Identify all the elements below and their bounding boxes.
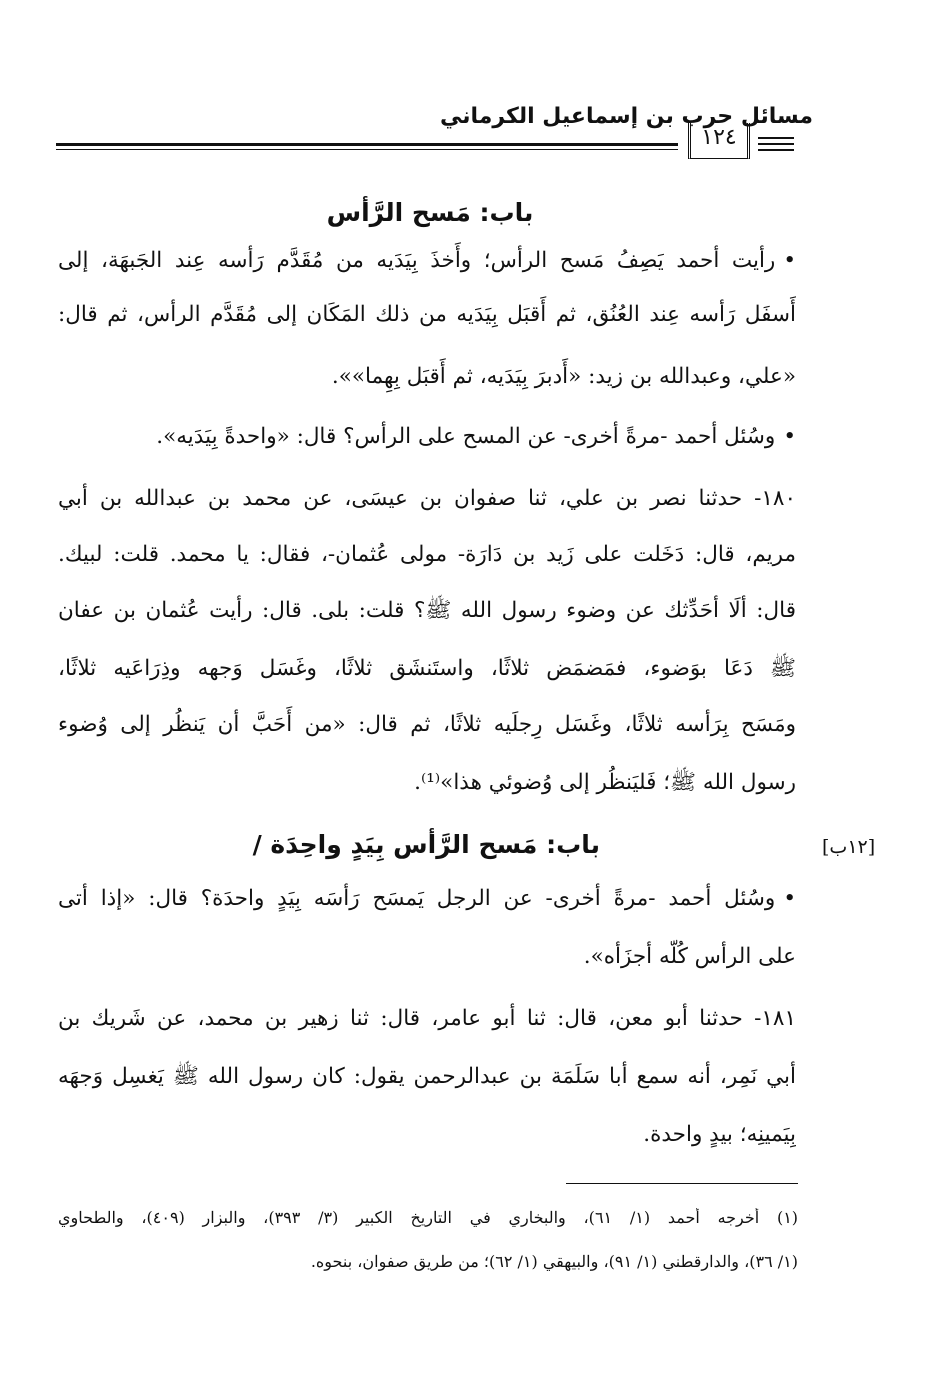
footnote-separator xyxy=(566,1183,798,1184)
text-line: على الرأس كُلّه أجزَأه». xyxy=(583,944,796,969)
bullet: • xyxy=(783,886,796,911)
section-heading-head-wiping: باب: مَسح الرَّأس xyxy=(326,198,534,227)
text-line: مريم، قال: دَخَلت على زَيد بن دَارَة- مولى عُثمان-، فقال: يا محمد. قلت: لبيك. xyxy=(58,542,796,567)
text-line: •رأيت أحمد يَصِفُ مَسح الرأس؛ وأَخذَ بِيَدَيه من مُقَدَّم رَأسه عِند الجَبهَة، إلى xyxy=(58,238,796,283)
manuscript-folio-note: [١٢ب] xyxy=(822,836,876,858)
text-line: قال: ألَا أحَدِّثك عن وضوء رسول الله ﷺ؟ قلت: بلى. قال: رأيت عُثمان بن عفان xyxy=(58,598,796,623)
bullet: • xyxy=(783,248,796,273)
text-line: أبي نَمِر، أنه سمع أبا سَلَمَة بن عبدالرحمن يقول: كان رسول الله ﷺ يَغسِل وَجهَه xyxy=(58,1064,796,1089)
footnote-line: (١/ ٣٦)، والدارقطني (١/ ٩١)، والبيهقي (١/ ٦٢)؛ من طريق صفوان، بنحوه. xyxy=(310,1252,798,1271)
text-line: رسول الله ﷺ؛ فَليَنظُر إلى وُضوئي هذا»⁽¹⁾. xyxy=(414,770,796,795)
text-line: ومَسَح بِرَأسه ثلاثًا، وغَسَل رِجلَيه ثلاثًا، ثم قال: «من أَحَبَّ أن يَنظُر إلى وُضوء xyxy=(58,712,796,737)
text-line: بِيَمينِه؛ بيدٍ واحدة. xyxy=(643,1122,796,1147)
bullet: • xyxy=(783,424,796,449)
page-number: ١٢٤ xyxy=(688,123,750,159)
text-line: «علي، وعبدالله بن زيد: «أَدبرَ بِيَدَيه، ثم أَقبَل بِهِما»». xyxy=(331,364,796,389)
text-line: ١٨٠- حدثنا نصر بن علي، ثنا صفوان بن عيسَى، عن محمد بن عبدالله بن أبي xyxy=(58,486,796,511)
text-line: ﷺ دَعَا بوَضوء، فمَضمَض ثلاثًا، واستَنشَق ثلاثًا، وغَسَل وَجهه وذِرَاعَيه ثلاثًا، xyxy=(58,656,796,681)
section-heading-one-hand: باب: مَسح الرَّأس بِيَدٍ واحِدَة / xyxy=(252,830,600,859)
running-title: مسائل حرب بن إسماعيل الكرماني xyxy=(439,104,813,129)
text-line: •وسُئل أحمد -مرةً أخرى- عن المسح على الرأس؟ قال: «واحدةً بِيَدَيه». xyxy=(58,414,796,459)
text-line: •وسُئل أحمد -مرةً أخرى- عن الرجل يَمسَح رَأسَه بِيَدٍ واحدَة؟ قال: «إذا أتى xyxy=(58,876,796,921)
text-line: أَسفَل رَأسه عِند العُنُق، ثم أَقبَل بِيَدَيه من ذلك المَكَان إلى مُقَدَّم الرأس، ثم قال: xyxy=(58,302,796,327)
footnote-line: (١) أخرجه أحمد (١/ ٦١)، والبخاري في التاريخ الكبير (٣/ ٣٩٣)، والبزار (٤٠٩)، والطحاوي xyxy=(58,1208,798,1227)
section-body-2 xyxy=(58,0,796,1200)
text-line: ١٨١- حدثنا أبو معن، قال: ثنا أبو عامر، قال: ثنا زهير بن محمد، عن شَريك بن xyxy=(58,1006,796,1031)
